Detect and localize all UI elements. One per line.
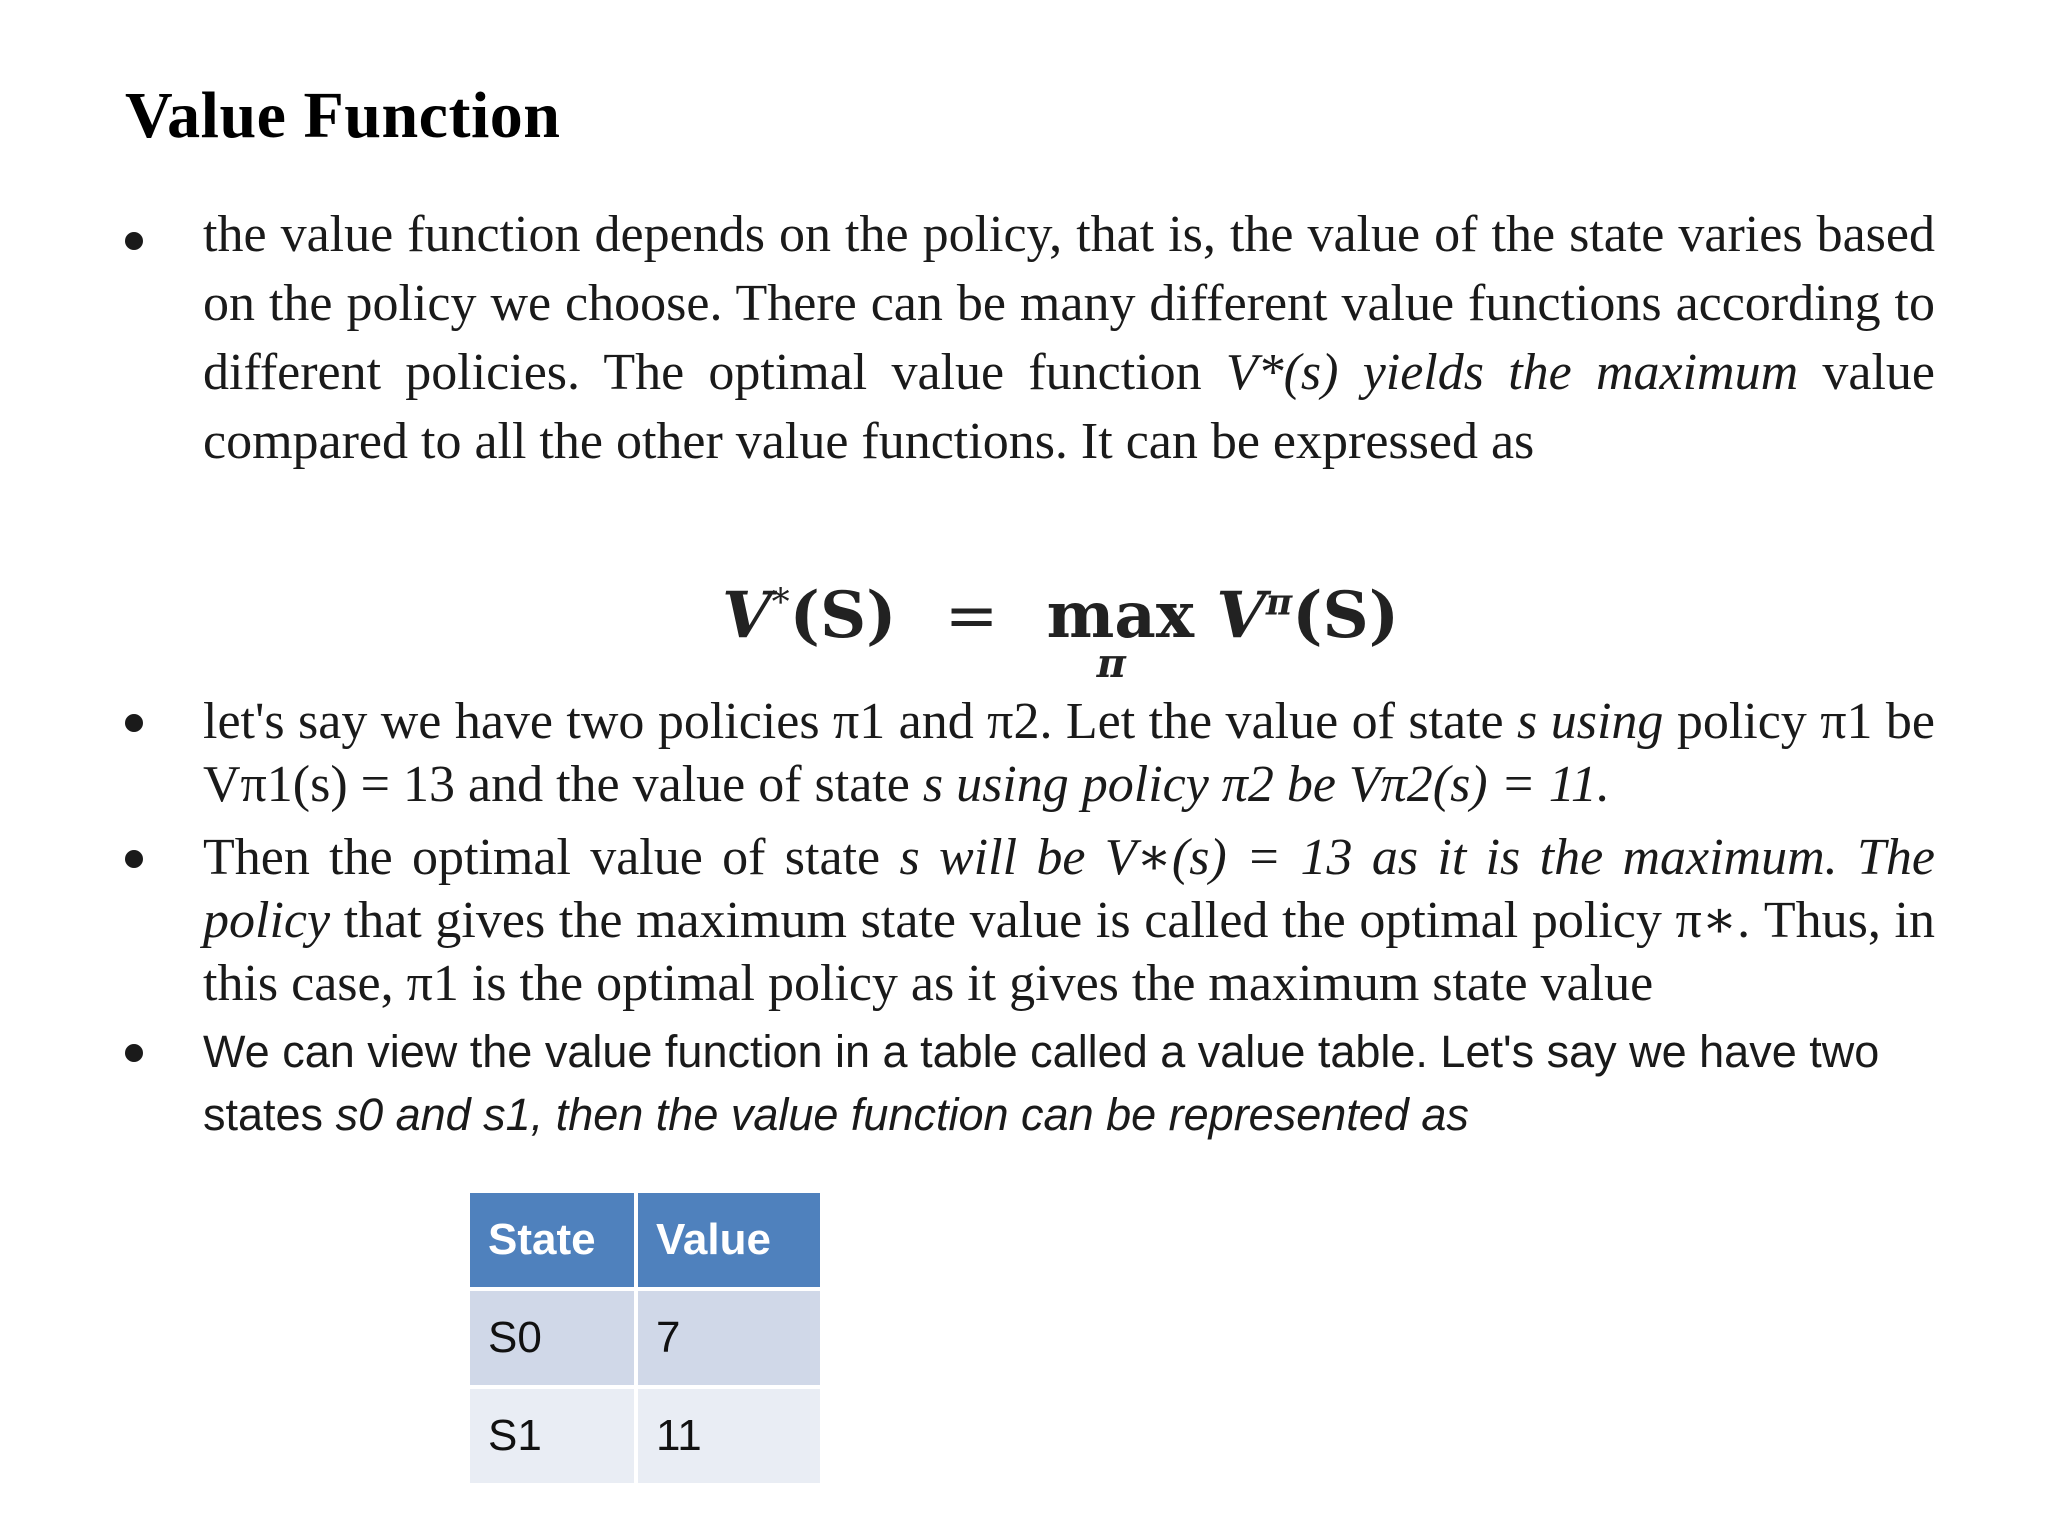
bullet-3-part1: Then the optimal value of state [203, 829, 900, 886]
bullet-2-part1: let's say we have two policies π1 and π2. Let the value of state [203, 693, 1518, 750]
table-row [470, 1291, 820, 1385]
table-header-row [470, 1193, 820, 1287]
bullet-2-part3: policy π1 be Vπ1(s) = 13 and the value of state [203, 693, 1935, 813]
bullet-1-part3: value compared to all the other value functions. It can be expressed as [203, 344, 1936, 470]
table-row [470, 1389, 820, 1483]
equation-rhs-arg: (S) [1292, 578, 1400, 653]
bullet-1-part1: the value function depends on the policy, that is, the value of the state varies based on the policy we choose. There can be many different value functions according to different policies. The optimal value function [203, 206, 1935, 401]
equation-rhs-v: V [1216, 578, 1266, 653]
bullet-1-part2: V*(s) yields the maximum [1225, 344, 1799, 401]
table-cell-state: S0 [470, 1291, 634, 1385]
table-cell-value: 11 [638, 1389, 820, 1483]
bullet-3-part3: that gives the maximum state value is called the optimal policy π∗. Thus, in this case, π1 is the optimal policy as it gives the maximum state value [203, 892, 1935, 1012]
equation-rhs-sup: π [1265, 581, 1293, 624]
bullet-text-4 [203, 1020, 1935, 1146]
bullet-marker-2 [125, 714, 143, 732]
bullet-text-1 [203, 200, 1935, 476]
equation-lhs-arg: (S) [789, 578, 897, 653]
bullet-marker-1 [125, 232, 143, 250]
equation-max-subscript: π [1096, 640, 1126, 687]
equation-lhs-v: V [722, 578, 772, 653]
equation-max [1046, 578, 1194, 687]
bullet-2-part2: s using [1517, 693, 1664, 750]
table-header-state: State [470, 1193, 634, 1287]
equation-max-label: max [1046, 578, 1194, 653]
bullet-4-part1: We can view the value function in a table called a value table. Let's say we have two states [203, 1026, 1880, 1140]
equation-equals: = [944, 579, 999, 653]
bullet-4-part2: s0 and s1, then the value function can be represented as [335, 1089, 1469, 1140]
bullet-marker-4 [125, 1044, 143, 1062]
slide-title: Value Function [125, 79, 561, 152]
bullet-3-part2: s will be V∗(s) = 13 as it is the maximum. The policy [203, 829, 1935, 949]
equation-lhs-star: * [771, 582, 790, 624]
table-header-value: Value [638, 1193, 820, 1287]
table-cell-state: S1 [470, 1389, 634, 1483]
bullet-marker-3 [125, 850, 143, 868]
bullet-2-part4: s using policy π2 be Vπ2(s) = 11. [922, 756, 1610, 813]
table-cell-value: 7 [638, 1291, 820, 1385]
bullet-text-3 [203, 826, 1935, 1015]
optimal-value-equation [722, 578, 1400, 687]
value-table [466, 1189, 824, 1487]
bullet-text-2 [203, 690, 1935, 816]
